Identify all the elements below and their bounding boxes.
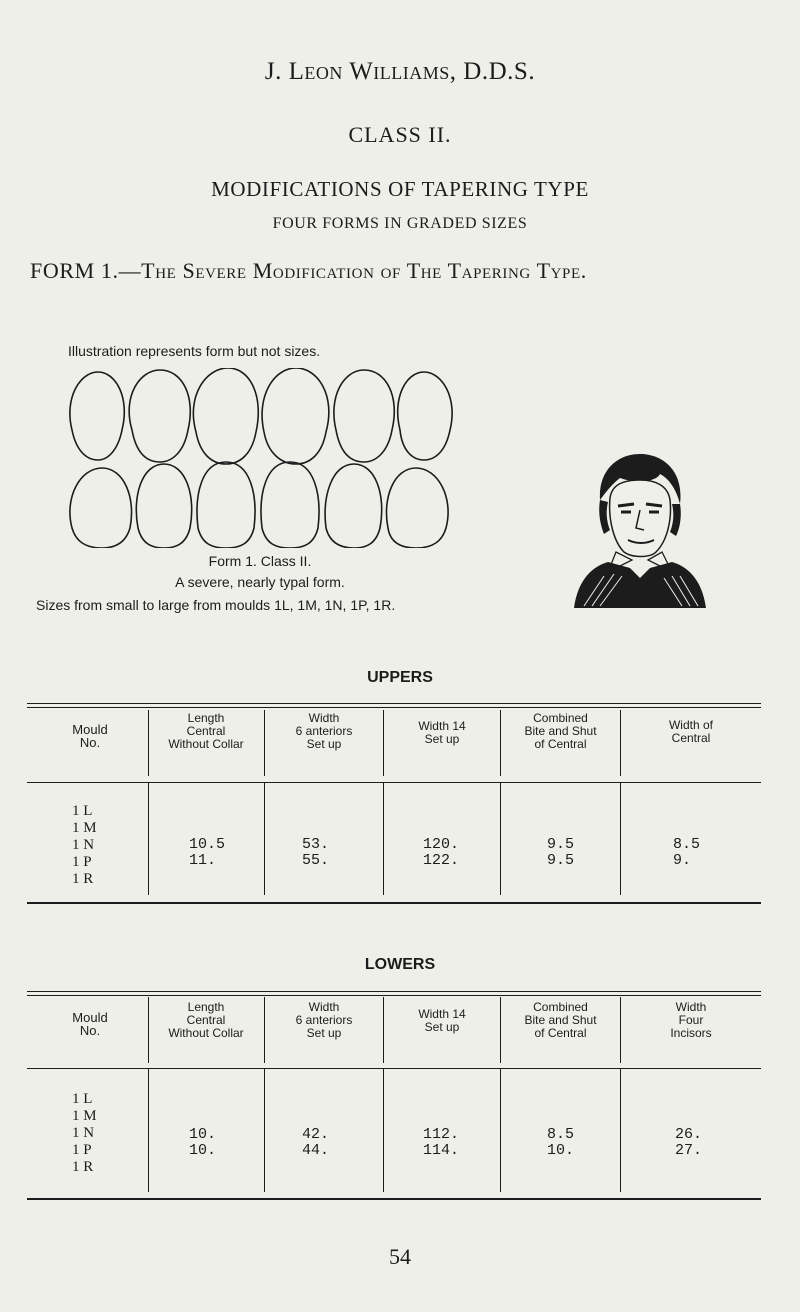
table-rule xyxy=(27,902,761,904)
width-6-values xyxy=(302,837,329,869)
column-divider xyxy=(620,997,621,1063)
header-line: Central xyxy=(671,731,711,745)
header-line: No. xyxy=(79,1023,101,1038)
header-line: 6 anteriors xyxy=(295,724,353,738)
header-line: Width xyxy=(308,711,340,725)
header-line: Width xyxy=(308,1000,340,1014)
column-divider xyxy=(264,710,265,776)
table-cell: 10. xyxy=(189,1142,217,1159)
table-cell: 27. xyxy=(675,1142,703,1159)
combined-values xyxy=(547,837,574,869)
header-line: of Central xyxy=(534,737,587,751)
table-cell: 9. xyxy=(673,852,692,869)
illustration-caption: Form 1. Class II. xyxy=(208,553,312,569)
column-divider xyxy=(500,997,501,1063)
header-line: Length xyxy=(187,1000,225,1014)
table-cell: 11. xyxy=(189,852,217,869)
illustration-caption-desc: A severe, nearly typal form. xyxy=(175,574,345,590)
running-head: J. Leon Williams, D.D.S. xyxy=(264,58,536,85)
header-line: Incisors xyxy=(670,1026,712,1040)
lowers-title: LOWERS xyxy=(364,956,436,973)
column-divider xyxy=(264,783,265,895)
portrait-engraving-icon xyxy=(564,448,714,618)
column-divider xyxy=(148,997,149,1063)
header-line: Width xyxy=(675,1000,707,1014)
table-rule xyxy=(27,782,761,783)
table-cell: 53. xyxy=(302,836,330,853)
mould-row: 1 L xyxy=(72,803,93,819)
table-cell: 10. xyxy=(189,1126,217,1143)
header-line: 6 anteriors xyxy=(295,1013,353,1027)
header-line: Set up xyxy=(306,737,342,751)
header-line: Set up xyxy=(306,1026,342,1040)
column-divider xyxy=(148,710,149,776)
header-line: Mould xyxy=(72,722,108,737)
table-cell: 122. xyxy=(423,852,460,869)
width-6-values xyxy=(302,1127,329,1159)
column-divider xyxy=(383,1069,384,1192)
column-divider xyxy=(264,1069,265,1192)
column-divider xyxy=(383,997,384,1063)
sizes-note: Sizes from small to large from moulds 1L, 1M, 1N, 1P, 1R. xyxy=(36,597,396,613)
mould-row: 1 M xyxy=(72,820,97,836)
header-line: Bite and Shut xyxy=(524,1013,597,1027)
mould-row: 1 P xyxy=(72,1142,92,1158)
width-14-values xyxy=(423,1127,459,1159)
header-line: Without Collar xyxy=(168,1026,244,1040)
table-cell: 8.5 xyxy=(547,1126,575,1143)
form-heading-prefix: FORM 1. xyxy=(30,258,119,283)
header-line: Set up xyxy=(424,732,460,746)
column-header-length xyxy=(150,1001,262,1040)
table-rule xyxy=(27,1068,761,1069)
header-line: Central xyxy=(186,1013,226,1027)
table-cell: 26. xyxy=(675,1126,703,1143)
table-cell: 44. xyxy=(302,1142,330,1159)
column-divider xyxy=(383,783,384,895)
table-rule xyxy=(27,707,761,708)
column-header-width-four xyxy=(622,1001,760,1040)
column-divider xyxy=(383,710,384,776)
column-header-width-central xyxy=(622,719,760,745)
illustration-note: Illustration represents form but not sizes. xyxy=(68,343,321,359)
header-line: Width of xyxy=(668,718,713,732)
width-central-values xyxy=(673,837,700,869)
column-header-width-14 xyxy=(385,1008,499,1034)
length-values xyxy=(189,1127,216,1159)
column-divider xyxy=(500,710,501,776)
header-line: Four xyxy=(678,1013,704,1027)
header-line: No. xyxy=(79,735,101,750)
page-number: 54 xyxy=(389,1244,411,1269)
table-cell: 9.5 xyxy=(547,836,575,853)
table-cell: 55. xyxy=(302,852,330,869)
mould-list xyxy=(72,803,97,888)
table-rule xyxy=(27,703,761,704)
mould-row: 1 N xyxy=(72,837,95,853)
table-rule xyxy=(27,1198,761,1200)
class-title: CLASS II. xyxy=(348,122,452,147)
header-line: Mould xyxy=(72,1010,108,1025)
table-cell: 10.5 xyxy=(189,836,226,853)
mould-row: 1 M xyxy=(72,1108,97,1124)
column-header-length xyxy=(150,712,262,751)
uppers-title: UPPERS xyxy=(367,669,433,686)
width-four-values xyxy=(675,1127,702,1159)
column-divider xyxy=(500,783,501,895)
table-rule xyxy=(27,991,761,992)
header-line: Combined xyxy=(533,711,588,725)
header-line: Bite and Shut xyxy=(524,724,597,738)
width-14-values xyxy=(423,837,459,869)
header-line: of Central xyxy=(534,1026,587,1040)
table-cell: 112. xyxy=(423,1126,460,1143)
table-cell: 120. xyxy=(423,836,460,853)
column-divider xyxy=(500,1069,501,1192)
table-cell: 9.5 xyxy=(547,852,575,869)
column-header-mould xyxy=(40,723,140,749)
mould-row: 1 R xyxy=(72,1159,94,1175)
mould-row: 1 L xyxy=(72,1091,93,1107)
length-values xyxy=(189,837,225,869)
table-cell: 42. xyxy=(302,1126,330,1143)
mould-row: 1 N xyxy=(72,1125,95,1141)
form-heading-text: —The Severe Modification of The Tapering Type. xyxy=(118,258,587,283)
header-line: Central xyxy=(186,724,226,738)
header-line: Set up xyxy=(424,1020,460,1034)
column-divider xyxy=(620,710,621,776)
table-cell: 8.5 xyxy=(673,836,701,853)
forms-subtitle: FOUR FORMS IN GRADED SIZES xyxy=(272,215,528,232)
table-rule xyxy=(27,995,761,996)
header-line: Width 14 xyxy=(418,719,466,733)
tooth-outline-icon xyxy=(60,368,480,548)
mould-row: 1 R xyxy=(72,871,94,887)
column-divider xyxy=(148,783,149,895)
column-header-width-6 xyxy=(266,1001,382,1040)
modifications-title: MODIFICATIONS OF TAPERING TYPE xyxy=(211,177,589,201)
column-header-width-6 xyxy=(266,712,382,751)
combined-values xyxy=(547,1127,574,1159)
header-line: Without Collar xyxy=(168,737,244,751)
mould-list xyxy=(72,1091,97,1176)
form-heading xyxy=(30,258,790,284)
column-divider xyxy=(620,783,621,895)
header-line: Combined xyxy=(533,1000,588,1014)
mould-row: 1 P xyxy=(72,854,92,870)
header-line: Width 14 xyxy=(418,1007,466,1021)
column-header-combined xyxy=(502,1001,619,1040)
column-header-combined xyxy=(502,712,619,751)
header-line: Length xyxy=(187,711,225,725)
column-header-mould xyxy=(40,1011,140,1037)
column-divider xyxy=(148,1069,149,1192)
column-header-width-14 xyxy=(385,720,499,746)
table-cell: 10. xyxy=(547,1142,575,1159)
column-divider xyxy=(620,1069,621,1192)
table-cell: 114. xyxy=(423,1142,460,1159)
column-divider xyxy=(264,997,265,1063)
